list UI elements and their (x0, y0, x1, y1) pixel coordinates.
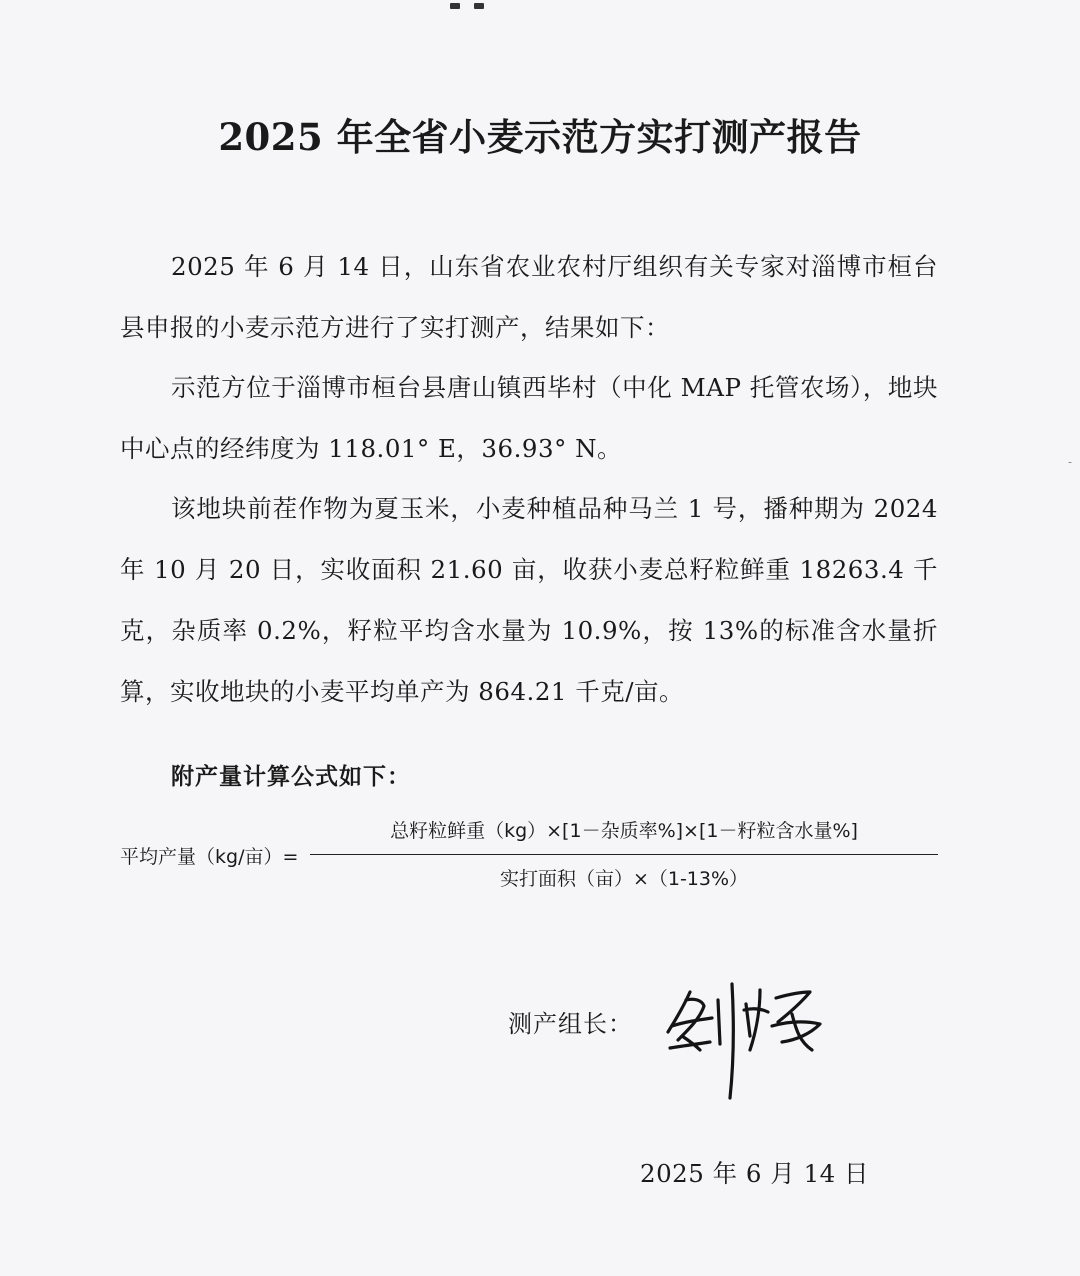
cropped-header-mark (450, 0, 530, 6)
report-title: 2025 年全省小麦示范方实打测产报告 (218, 115, 862, 159)
fraction-bar (310, 854, 938, 855)
signature-label: 测产组长： (508, 1010, 633, 1038)
paragraph-results: 该地块前茬作物为夏玉米，小麦种植品种马兰 1 号，播种期为 2024 年 10 月 20 日，实收面积 21.60 亩，收获小麦总籽粒鲜重 18263.4 千克，杂质率 0.2%，籽粒平均含水量为 10.9%，按 13%的标准含水量折算，实收地块的小麦平均单产为 864.21 千克/亩。 (120, 494, 938, 706)
paragraph-location: 示范方位于淄博市桓台县唐山镇西毕村（中化 MAP 托管农场），地块中心点的经纬度为 118.01° E，36.93° N。 (120, 373, 938, 463)
signature-date: 2025 年 6 月 14 日 (640, 1159, 870, 1188)
formula-numerator: 总籽粒鲜重（kg）×[1－杂质率%]×[1－籽粒含水量%] (390, 820, 858, 842)
handwritten-signature (660, 970, 830, 1105)
formula-denominator: 实打面积（亩）×（1-13%） (499, 868, 749, 890)
edge-mark: - (1068, 455, 1073, 469)
formula-lhs: 平均产量（kg/亩）= (120, 846, 299, 868)
attachment-heading: 附产量计算公式如下： (171, 764, 411, 790)
paragraph-intro: 2025 年 6 月 14 日，山东省农业农村厅组织有关专家对淄博市桓台县申报的小麦示范方进行了实打测产，结果如下： (120, 252, 938, 342)
